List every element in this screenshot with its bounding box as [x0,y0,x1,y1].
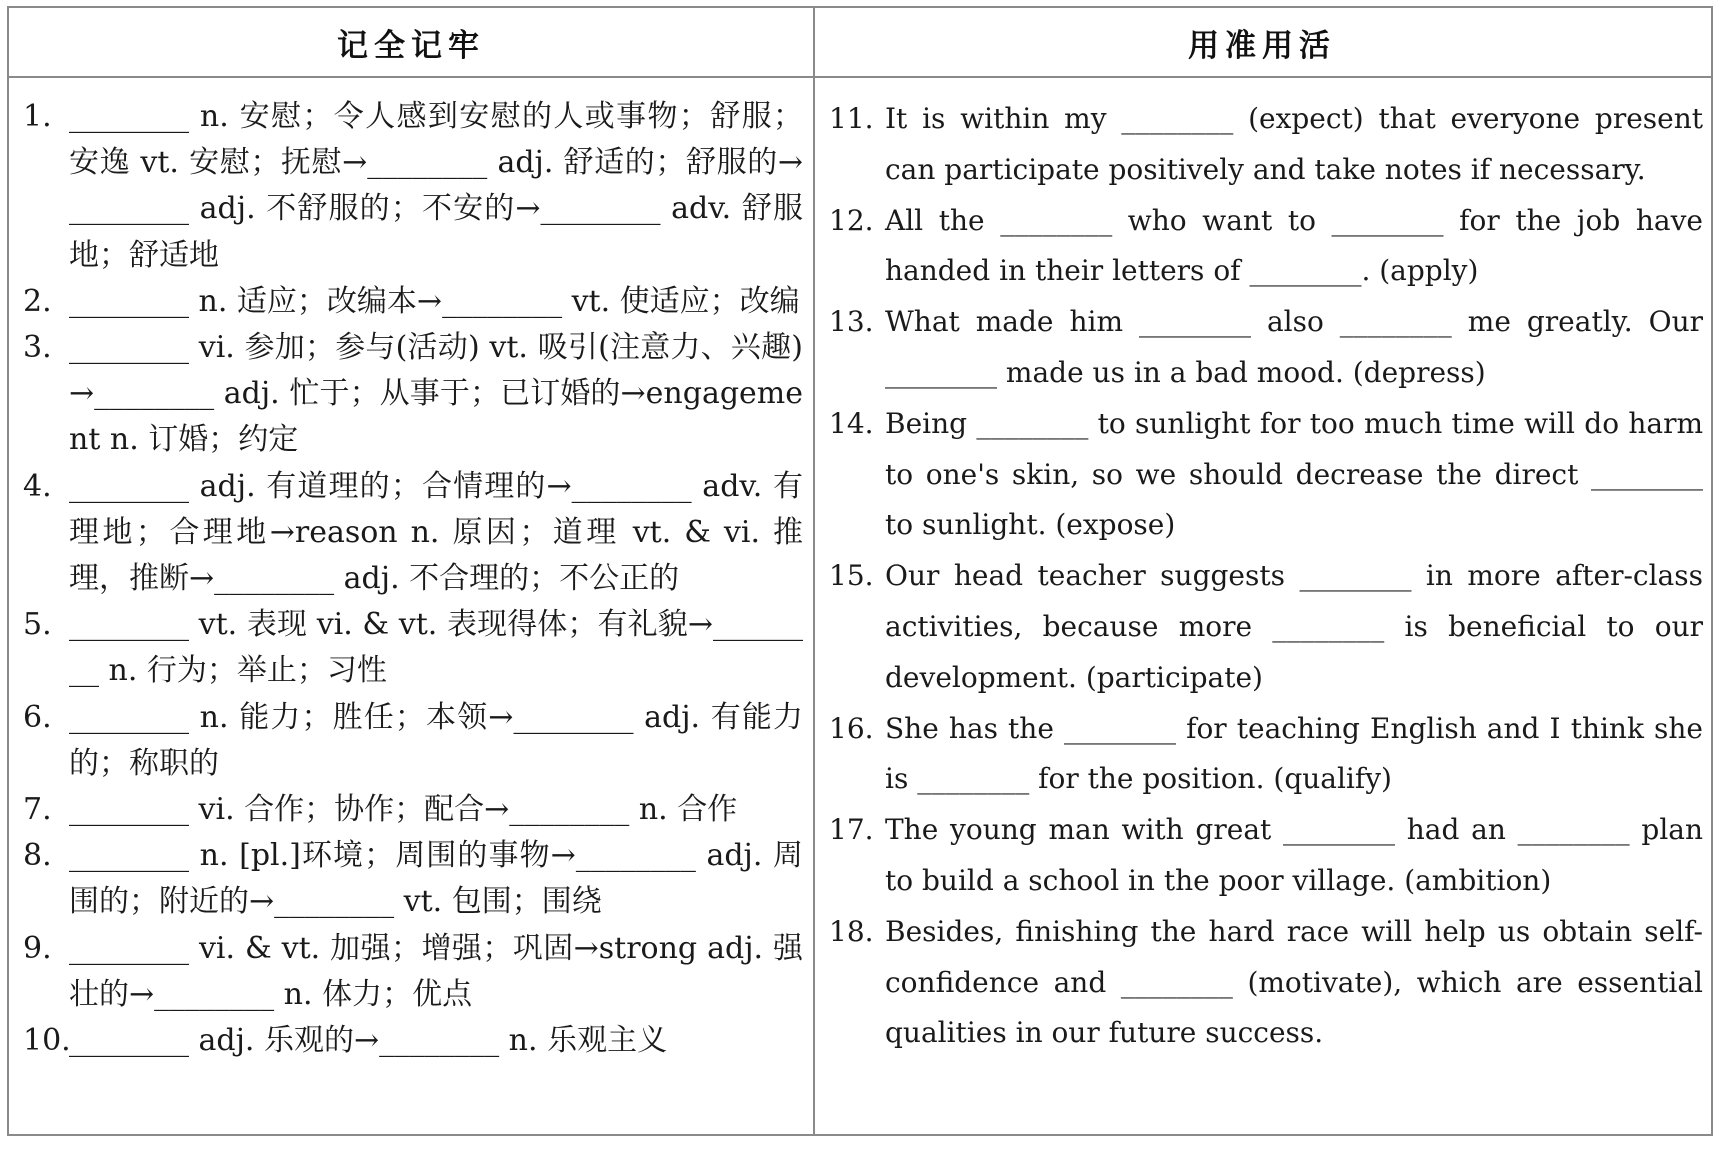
item-text: ________ n. 能力；胜任；本领→________ adj. 有能力的；称职的 [69,699,803,781]
vocab-item [23,1018,803,1064]
sentence-item [829,297,1703,399]
sentence-item [829,94,1703,196]
item-number: 11. [829,102,874,135]
item-number: 17. [829,813,874,847]
vocab-item [23,325,803,464]
item-number: 13. [829,305,874,339]
item-text: ________ n. 安慰；令人感到安慰的人或事物；舒服；安逸 vt. 安慰；抚慰→________ adj. 舒适的；舒服的→________ adj. 不舒服的；不安的→________ adv. 舒服地；舒适地 [69,99,803,273]
item-text: ________ vi. 合作；协作；配合→________ n. 合作 [69,792,738,828]
item-number: 8. [23,838,52,874]
item-text: What made him ________ also ________ me greatly. Our ________ made us in a bad mood. (depress) [885,305,1703,389]
item-number: 7. [23,792,52,828]
item-text: She has the ________ for teaching English and I think she is ________ for the position. (qualify) [885,711,1703,796]
item-text: ________ vt. 表现 vi. & vt. 表现得体；有礼貌→________ n. 行为；举止；习性 [69,607,803,689]
sentence-item [829,196,1703,298]
sentence-item [829,907,1703,1059]
item-text: Being ________ to sunlight for too much time will do harm to one's skin, so we should decrease the direct ________ to sunlight. (expose) [885,406,1703,542]
item-number: 1. [23,99,52,134]
item-number: 18. [829,914,874,948]
item-number: 12. [829,203,874,237]
item-text: ________ adj. 有道理的；合情理的→________ adv. 有理地；合理地→reason n. 原因；道理 vt. & vi. 推理，推断→________ adj. 不合理的；不公正的 [69,468,803,597]
vocab-item [23,94,803,279]
item-number: 3. [23,330,52,366]
item-text: ________ n. 适应；改编本→________ vt. 使适应；改编 [69,283,800,319]
sentence-item [829,399,1703,551]
item-text: ________ vi. 参加；参与(活动) vt. 吸引(注意力、兴趣)→________ adj. 忙于；从事于；已订婚的→engagement n. 订婚；约定 [69,330,803,458]
vocab-item [23,602,803,694]
vocab-item [23,833,803,925]
item-number: 14. [829,406,874,440]
vocab-item [23,695,803,787]
item-text: ________ vi. & vt. 加强；增强；巩固→strong adj. 强壮的→________ n. 体力；优点 [69,930,803,1012]
item-number: 15. [829,559,874,593]
item-text: Our head teacher suggests ________ in more after-class activities, because more ________ is beneficial to our development. (participate) [885,559,1703,694]
header-apply: 用准用活 [813,8,1711,78]
header-memorize: 记全记牢 [9,8,813,78]
item-number: 9. [23,930,52,966]
item-number: 2. [23,283,52,319]
item-text: The young man with great ________ had an ________ plan to build a school in the poor village. (ambition) [885,813,1703,897]
item-number: 16. [829,711,874,745]
vocabulary-column [23,94,803,1064]
sentence-item [829,704,1703,806]
item-number: 6. [23,699,52,735]
sentence-column [829,94,1703,1059]
vocab-item [23,279,803,325]
column-divider [813,8,815,1134]
item-number: 4. [23,468,52,504]
item-text: Besides, finishing the hard race will help us obtain self-confidence and ________ (motivate), which are essential qualities in our future success. [885,914,1703,1050]
item-text: It is within my ________ (expect) that everyone present can participate positively and take notes if necessary. [885,102,1703,186]
item-number: 5. [23,607,52,643]
vocab-item [23,926,803,1018]
sentence-item [829,805,1703,907]
vocab-item [23,787,803,833]
item-text: ________ adj. 乐观的→________ n. 乐观主义 [69,1023,668,1059]
item-text: All the ________ who want to ________ for the job have handed in their letters of ________. (apply) [885,203,1703,288]
exercise-table [7,6,1713,1136]
sentence-item [829,551,1703,703]
item-text: ________ n. [pl.]环境；周围的事物→________ adj. 周围的；附近的→________ vt. 包围；围绕 [69,838,803,920]
item-number: 10. [23,1023,71,1059]
vocab-item [23,464,803,603]
